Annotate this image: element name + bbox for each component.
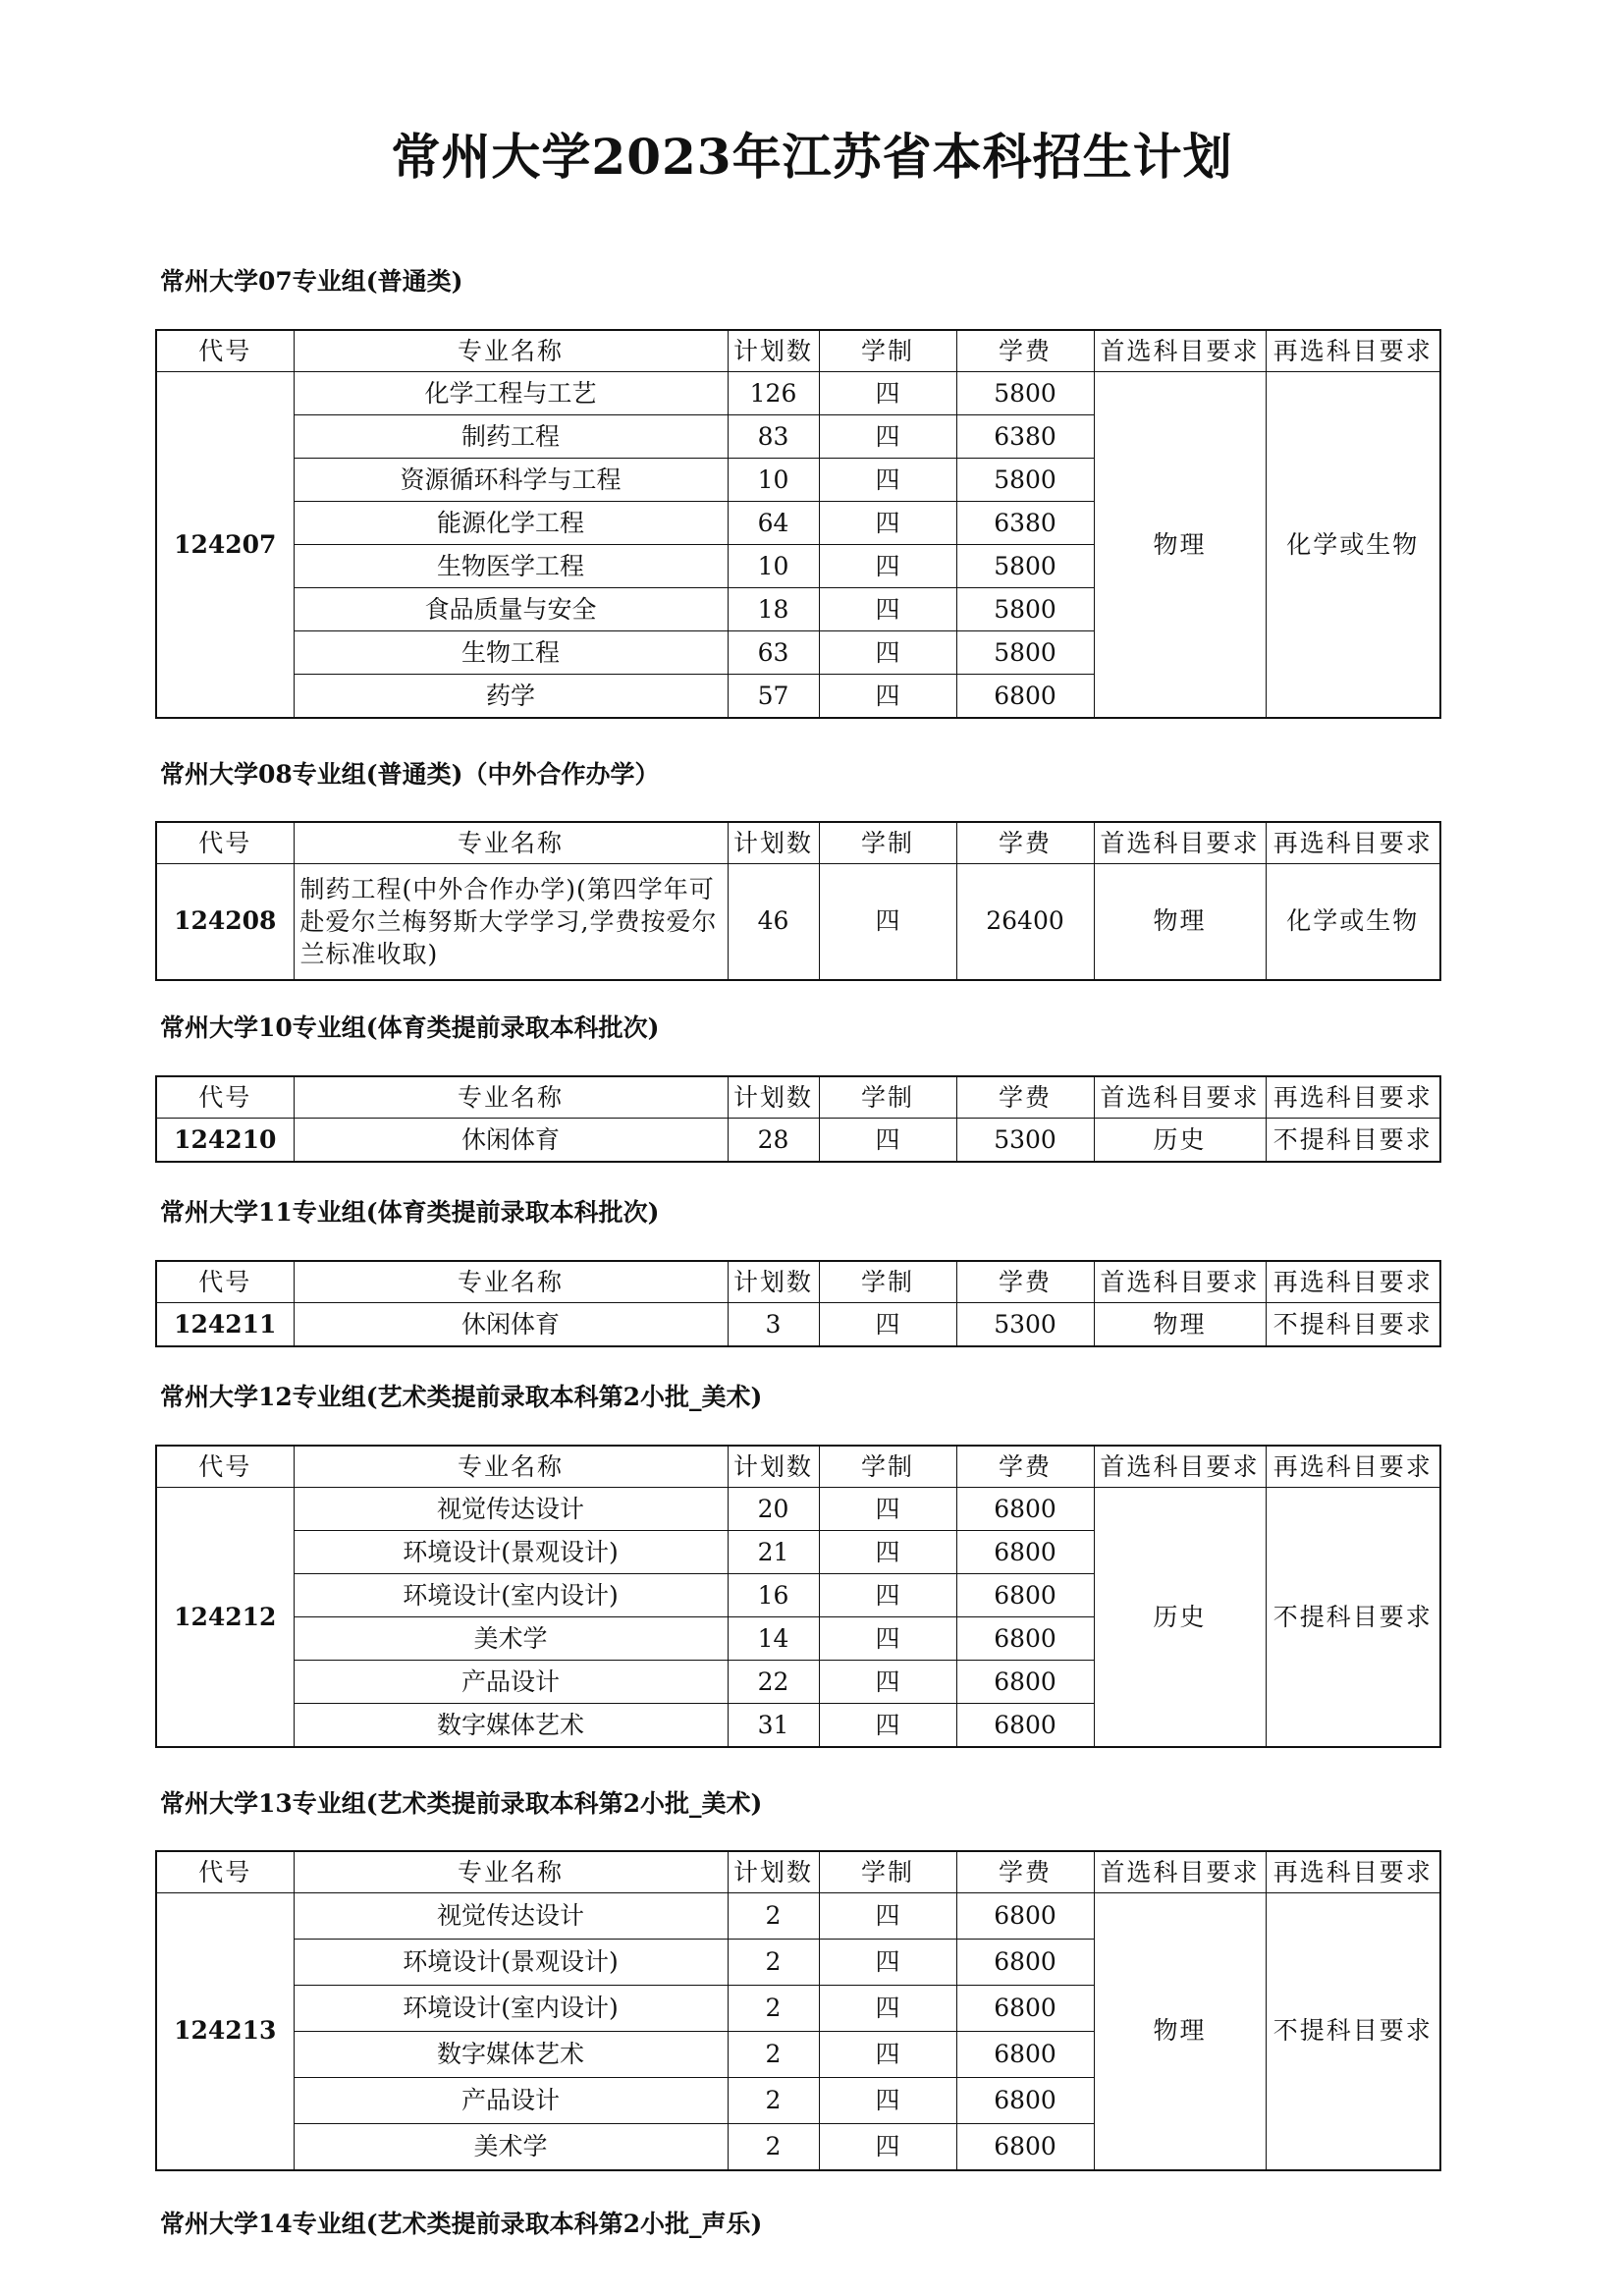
second-subject: 化学或生物: [1266, 864, 1440, 980]
table-row: [156, 1488, 1440, 1531]
table-header-row: [156, 822, 1440, 864]
header-duration: 学制: [819, 1076, 956, 1119]
plan-table-11: [155, 1260, 1441, 1347]
duration: 四: [819, 1617, 956, 1661]
header-code: 代号: [156, 1076, 294, 1119]
duration: 四: [819, 415, 956, 459]
header-major-name: 专业名称: [294, 1446, 728, 1488]
header-code: 代号: [156, 1261, 294, 1303]
header-major-name: 专业名称: [294, 1076, 728, 1119]
major-name: 食品质量与安全: [294, 588, 728, 631]
table-row: [156, 372, 1440, 415]
duration: 四: [819, 1488, 956, 1531]
second-subject: 化学或生物: [1266, 372, 1440, 719]
second-subject: 不提科目要求: [1266, 1488, 1440, 1748]
duration: 四: [819, 2124, 956, 2170]
major-name: 制药工程(中外合作办学)(第四学年可赴爱尔兰梅努斯大学学习,学费按爱尔兰标准收取): [294, 864, 728, 980]
duration: 四: [819, 1940, 956, 1986]
group-code: 124211: [156, 1303, 294, 1347]
header-tuition: 学费: [956, 1076, 1094, 1119]
major-name: 休闲体育: [294, 1119, 728, 1163]
tuition: 6380: [956, 415, 1094, 459]
major-name: 休闲体育: [294, 1303, 728, 1347]
plan-count: 14: [728, 1617, 819, 1661]
major-name: 生物医学工程: [294, 545, 728, 588]
header-plan-count: 计划数: [728, 1446, 819, 1488]
plan-count: 83: [728, 415, 819, 459]
group-heading-14: 常州大学14专业组(艺术类提前录取本科第2小批_声乐): [160, 2210, 763, 2238]
duration: 四: [819, 1661, 956, 1704]
header-plan-count: 计划数: [728, 330, 819, 372]
major-name: 环境设计(室内设计): [294, 1574, 728, 1617]
plan-count: 57: [728, 675, 819, 719]
plan-count: 18: [728, 588, 819, 631]
header-plan-count: 计划数: [728, 822, 819, 864]
header-duration: 学制: [819, 330, 956, 372]
tuition: 6800: [956, 1940, 1094, 1986]
header-tuition: 学费: [956, 1851, 1094, 1893]
major-name: 环境设计(景观设计): [294, 1940, 728, 1986]
table-row: [156, 1303, 1440, 1347]
tuition: 6800: [956, 675, 1094, 719]
plan-table-07: [155, 329, 1441, 719]
header-code: 代号: [156, 822, 294, 864]
group-code: 124212: [156, 1488, 294, 1748]
group-heading-08: 常州大学08专业组(普通类)（中外合作办学）: [160, 760, 660, 789]
header-second-subject: 再选科目要求: [1266, 330, 1440, 372]
major-name: 生物工程: [294, 631, 728, 675]
plan-table-10: [155, 1075, 1441, 1163]
table-header-row: [156, 1446, 1440, 1488]
major-name: 能源化学工程: [294, 502, 728, 545]
header-major-name: 专业名称: [294, 1261, 728, 1303]
header-second-subject: 再选科目要求: [1266, 1446, 1440, 1488]
plan-count: 16: [728, 1574, 819, 1617]
header-second-subject: 再选科目要求: [1266, 1851, 1440, 1893]
major-name: 资源循环科学与工程: [294, 459, 728, 502]
tuition: 6800: [956, 1986, 1094, 2032]
plan-table-08: [155, 821, 1441, 981]
second-subject: 不提科目要求: [1266, 1119, 1440, 1163]
first-subject: 历史: [1094, 1488, 1266, 1748]
header-duration: 学制: [819, 1446, 956, 1488]
group-heading-11: 常州大学11专业组(体育类提前录取本科批次): [160, 1198, 660, 1227]
header-first-subject: 首选科目要求: [1094, 1076, 1266, 1119]
tuition: 6800: [956, 1488, 1094, 1531]
duration: 四: [819, 545, 956, 588]
plan-count: 2: [728, 1893, 819, 1940]
header-first-subject: 首选科目要求: [1094, 1851, 1266, 1893]
duration: 四: [819, 372, 956, 415]
group-heading-13: 常州大学13专业组(艺术类提前录取本科第2小批_美术): [160, 1789, 763, 1818]
tuition: 26400: [956, 864, 1094, 980]
header-plan-count: 计划数: [728, 1261, 819, 1303]
header-second-subject: 再选科目要求: [1266, 1261, 1440, 1303]
first-subject: 物理: [1094, 1303, 1266, 1347]
tuition: 6800: [956, 1893, 1094, 1940]
tuition: 6800: [956, 1661, 1094, 1704]
header-tuition: 学费: [956, 822, 1094, 864]
duration: 四: [819, 1986, 956, 2032]
duration: 四: [819, 459, 956, 502]
tuition: 5800: [956, 588, 1094, 631]
header-first-subject: 首选科目要求: [1094, 330, 1266, 372]
plan-count: 22: [728, 1661, 819, 1704]
header-second-subject: 再选科目要求: [1266, 822, 1440, 864]
major-name: 产品设计: [294, 1661, 728, 1704]
tuition: 6800: [956, 1704, 1094, 1748]
table-row: [156, 1119, 1440, 1163]
header-plan-count: 计划数: [728, 1851, 819, 1893]
first-subject: 物理: [1094, 864, 1266, 980]
plan-count: 64: [728, 502, 819, 545]
duration: 四: [819, 1303, 956, 1347]
group-heading-07: 常州大学07专业组(普通类): [160, 267, 463, 296]
tuition: 5800: [956, 459, 1094, 502]
major-name: 产品设计: [294, 2078, 728, 2124]
header-major-name: 专业名称: [294, 822, 728, 864]
plan-count: 2: [728, 2078, 819, 2124]
plan-count: 2: [728, 1986, 819, 2032]
plan-count: 63: [728, 631, 819, 675]
duration: 四: [819, 1893, 956, 1940]
plan-count: 10: [728, 545, 819, 588]
table-header-row: [156, 1851, 1440, 1893]
tuition: 5300: [956, 1303, 1094, 1347]
major-name: 美术学: [294, 2124, 728, 2170]
group-code: 124208: [156, 864, 294, 980]
plan-table-12: [155, 1445, 1441, 1748]
tuition: 6380: [956, 502, 1094, 545]
tuition: 6800: [956, 1617, 1094, 1661]
tuition: 6800: [956, 1574, 1094, 1617]
major-name: 美术学: [294, 1617, 728, 1661]
plan-count: 2: [728, 1940, 819, 1986]
header-first-subject: 首选科目要求: [1094, 1446, 1266, 1488]
duration: 四: [819, 675, 956, 719]
header-first-subject: 首选科目要求: [1094, 822, 1266, 864]
first-subject: 物理: [1094, 1893, 1266, 2170]
second-subject: 不提科目要求: [1266, 1303, 1440, 1347]
page-title: 常州大学2023年江苏省本科招生计划: [391, 128, 1233, 186]
header-tuition: 学费: [956, 330, 1094, 372]
duration: 四: [819, 864, 956, 980]
duration: 四: [819, 1119, 956, 1163]
duration: 四: [819, 1704, 956, 1748]
tuition: 5300: [956, 1119, 1094, 1163]
table-row: [156, 864, 1440, 980]
major-name: 环境设计(景观设计): [294, 1531, 728, 1574]
header-plan-count: 计划数: [728, 1076, 819, 1119]
tuition: 5800: [956, 372, 1094, 415]
header-duration: 学制: [819, 1851, 956, 1893]
plan-count: 3: [728, 1303, 819, 1347]
group-code: 124210: [156, 1119, 294, 1163]
plan-count: 10: [728, 459, 819, 502]
plan-count: 28: [728, 1119, 819, 1163]
table-header-row: [156, 1076, 1440, 1119]
header-code: 代号: [156, 1446, 294, 1488]
tuition: 5800: [956, 631, 1094, 675]
header-tuition: 学费: [956, 1261, 1094, 1303]
tuition: 6800: [956, 2032, 1094, 2078]
table-header-row: [156, 1261, 1440, 1303]
header-first-subject: 首选科目要求: [1094, 1261, 1266, 1303]
plan-count: 31: [728, 1704, 819, 1748]
header-duration: 学制: [819, 1261, 956, 1303]
major-name: 药学: [294, 675, 728, 719]
header-duration: 学制: [819, 822, 956, 864]
header-major-name: 专业名称: [294, 1851, 728, 1893]
major-name: 环境设计(室内设计): [294, 1986, 728, 2032]
header-code: 代号: [156, 1851, 294, 1893]
duration: 四: [819, 2032, 956, 2078]
header-major-name: 专业名称: [294, 330, 728, 372]
plan-count: 126: [728, 372, 819, 415]
group-heading-10: 常州大学10专业组(体育类提前录取本科批次): [160, 1013, 660, 1042]
plan-count: 20: [728, 1488, 819, 1531]
tuition: 6800: [956, 2124, 1094, 2170]
plan-count: 46: [728, 864, 819, 980]
tuition: 6800: [956, 1531, 1094, 1574]
header-second-subject: 再选科目要求: [1266, 1076, 1440, 1119]
duration: 四: [819, 1574, 956, 1617]
group-code: 124213: [156, 1893, 294, 2170]
tuition: 6800: [956, 2078, 1094, 2124]
header-code: 代号: [156, 330, 294, 372]
duration: 四: [819, 1531, 956, 1574]
duration: 四: [819, 631, 956, 675]
plan-count: 2: [728, 2032, 819, 2078]
first-subject: 历史: [1094, 1119, 1266, 1163]
major-name: 制药工程: [294, 415, 728, 459]
header-tuition: 学费: [956, 1446, 1094, 1488]
second-subject: 不提科目要求: [1266, 1893, 1440, 2170]
first-subject: 物理: [1094, 372, 1266, 719]
plan-table-13: [155, 1850, 1441, 2171]
table-header-row: [156, 330, 1440, 372]
major-name: 化学工程与工艺: [294, 372, 728, 415]
major-name: 视觉传达设计: [294, 1488, 728, 1531]
major-name: 数字媒体艺术: [294, 1704, 728, 1748]
table-row: [156, 1893, 1440, 1940]
plan-count: 2: [728, 2124, 819, 2170]
group-heading-12: 常州大学12专业组(艺术类提前录取本科第2小批_美术): [160, 1383, 763, 1411]
major-name: 视觉传达设计: [294, 1893, 728, 1940]
duration: 四: [819, 502, 956, 545]
group-code: 124207: [156, 372, 294, 719]
plan-count: 21: [728, 1531, 819, 1574]
duration: 四: [819, 2078, 956, 2124]
tuition: 5800: [956, 545, 1094, 588]
major-name: 数字媒体艺术: [294, 2032, 728, 2078]
duration: 四: [819, 588, 956, 631]
